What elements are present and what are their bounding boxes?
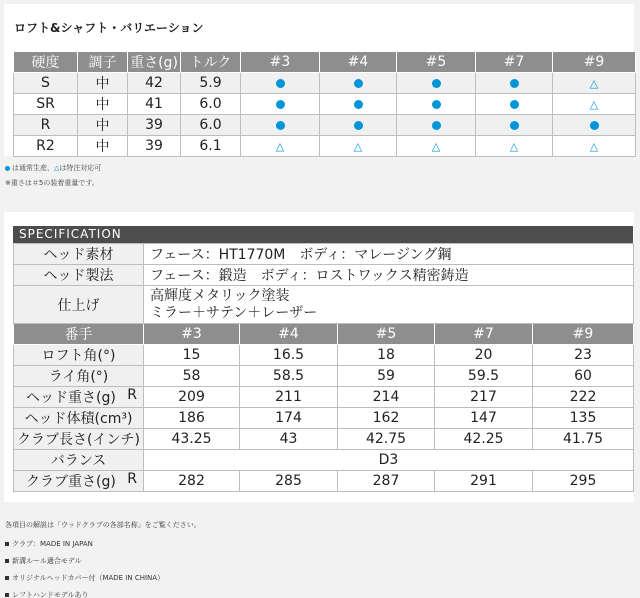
variation-availability-cell (397, 115, 476, 136)
spec-value-row (14, 366, 634, 387)
variation-torque-cell: 6.0 (181, 115, 241, 136)
variation-availability-cell (553, 136, 636, 157)
variation-weight-cell: 39 (128, 136, 181, 157)
variation-row (14, 136, 636, 157)
number-5: #5 (338, 324, 435, 345)
method-value: フェース：鍛造 ボディ：ロストワックス精密鋳造 (144, 265, 634, 286)
spec-value-cell: 222 (533, 387, 634, 408)
footer-item-text: 新溝ルール適合モデル (12, 557, 82, 565)
header-flex: 硬度 (14, 52, 78, 73)
standard-dot-icon (354, 121, 363, 130)
variation-availability-cell (241, 115, 320, 136)
number-9: #9 (533, 324, 634, 345)
variation-availability-cell (476, 94, 553, 115)
number-3: #3 (144, 324, 240, 345)
standard-dot-icon (276, 79, 285, 88)
bullet-square-icon (5, 593, 9, 597)
spec-value-cell: 42.25 (435, 429, 533, 450)
spec-value-cell: 43.25 (144, 429, 240, 450)
spec-balance-row (14, 450, 634, 471)
spec-value-cell: 214 (338, 387, 435, 408)
variation-flex-cell: R (14, 115, 78, 136)
variation-flex-cell: R2 (14, 136, 78, 157)
variation-availability-cell (476, 136, 553, 157)
spec-row-label-flex: R (127, 387, 137, 403)
standard-dot-icon (276, 100, 285, 109)
custom-order-triangle-icon: △ (509, 140, 519, 153)
header-torque: トルク (181, 52, 241, 73)
spec-value-cell: 291 (435, 471, 533, 492)
variation-availability-cell (320, 115, 397, 136)
spec-finish-row (14, 286, 634, 324)
variation-availability-cell (397, 136, 476, 157)
bullet-square-icon (5, 576, 9, 580)
material-label: ヘッド素材 (14, 244, 144, 265)
spec-value-cell: 16.5 (240, 345, 338, 366)
variation-kick-cell: 中 (78, 73, 128, 94)
variation-weight-cell: 41 (128, 94, 181, 115)
variation-title: ロフト&シャフト・バリエーション (14, 21, 204, 35)
spec-value-row (14, 471, 634, 492)
variation-kick-cell: 中 (78, 115, 128, 136)
spec-value-cell: 162 (338, 408, 435, 429)
variation-torque-cell: 6.1 (181, 136, 241, 157)
spec-value-cell: 217 (435, 387, 533, 408)
number-7: #7 (435, 324, 533, 345)
header-kick: 調子 (78, 52, 128, 73)
standard-dot-icon (510, 79, 519, 88)
footer-item (5, 573, 164, 583)
variation-availability-cell (397, 73, 476, 94)
spec-value-cell: 174 (240, 408, 338, 429)
standard-dot-icon (432, 79, 441, 88)
spec-row-label: クラブ長さ(インチ) (14, 429, 144, 450)
spec-row-label (14, 387, 144, 408)
header-5: #5 (397, 52, 476, 73)
legend-tri-text: は特注対応可 (59, 164, 102, 172)
spec-material-row (14, 244, 634, 265)
footer-item-text: クラブ：MADE IN JAPAN (12, 540, 93, 548)
variation-weight-cell: 42 (128, 73, 181, 94)
variation-panel (4, 4, 634, 156)
variation-table (13, 51, 636, 157)
variation-row (14, 115, 636, 136)
variation-row (14, 94, 636, 115)
footer-item (5, 590, 89, 598)
balance-value: D3 (144, 450, 634, 471)
spec-value-cell: 42.75 (338, 429, 435, 450)
spec-row-label: ライ角(°) (14, 366, 144, 387)
standard-dot-icon (510, 121, 519, 130)
spec-header: SPECIFICATION (13, 226, 633, 243)
legend-triangle-icon: △ (54, 164, 60, 172)
balance-label: バランス (14, 450, 144, 471)
method-label: ヘッド製法 (14, 265, 144, 286)
finish-value-line-1: 高輝度メタリック塗装 (150, 287, 290, 304)
standard-dot-icon (354, 100, 363, 109)
spec-value-cell: 23 (533, 345, 634, 366)
variation-availability-cell (320, 94, 397, 115)
variation-row (14, 73, 636, 94)
spec-value-cell: 147 (435, 408, 533, 429)
variation-availability-cell (397, 94, 476, 115)
spec-number-row (14, 324, 634, 345)
standard-dot-icon (432, 100, 441, 109)
variation-kick-cell: 中 (78, 94, 128, 115)
variation-header-row (14, 52, 636, 73)
variation-torque-cell: 6.0 (181, 94, 241, 115)
footer-intro: 各項目の解説は「ウッドクラブの各部名称」をご覧ください。 (5, 521, 201, 529)
variation-weight-cell: 39 (128, 115, 181, 136)
spec-value-cell: 43 (240, 429, 338, 450)
standard-dot-icon (590, 121, 599, 130)
spec-value-row (14, 429, 634, 450)
spec-value-cell: 186 (144, 408, 240, 429)
standard-dot-icon (432, 121, 441, 130)
spec-value-cell: 209 (144, 387, 240, 408)
spec-value-cell: 135 (533, 408, 634, 429)
bullet-square-icon (5, 542, 9, 546)
custom-order-triangle-icon: △ (353, 140, 363, 153)
spec-row-label: ヘッド体積(cm³) (14, 408, 144, 429)
spec-value-cell: 282 (144, 471, 240, 492)
spec-row-label-text: クラブ重さ(g) (26, 474, 116, 490)
spec-value-cell: 211 (240, 387, 338, 408)
header-7: #7 (476, 52, 553, 73)
footer-item-text: オリジナルヘッドカバー付（MADE IN CHINA） (12, 574, 165, 582)
spec-row-label (14, 471, 144, 492)
variation-availability-cell (553, 115, 636, 136)
spec-value-cell: 20 (435, 345, 533, 366)
footer-item-text: レフトハンドモデルあり (12, 591, 89, 598)
standard-dot-icon (510, 100, 519, 109)
variation-flex-cell: SR (14, 94, 78, 115)
variation-availability-cell (241, 136, 320, 157)
variation-availability-cell (320, 136, 397, 157)
number-label: 番手 (14, 324, 144, 345)
custom-order-triangle-icon: △ (589, 140, 599, 153)
variation-availability-cell (553, 94, 636, 115)
footer-item (5, 556, 82, 566)
footer-item (5, 539, 93, 549)
spec-value-cell: 287 (338, 471, 435, 492)
custom-order-triangle-icon: △ (431, 140, 441, 153)
spec-row-label-flex: R (127, 471, 137, 487)
custom-order-triangle-icon: △ (589, 98, 599, 111)
legend-dot-icon (5, 166, 10, 171)
variation-availability-cell (320, 73, 397, 94)
weight-note: ※重さは＃5の装着重量です。 (5, 179, 99, 187)
spec-method-row (14, 265, 634, 286)
variation-availability-cell (476, 115, 553, 136)
variation-availability-cell (241, 94, 320, 115)
variation-availability-cell (241, 73, 320, 94)
spec-value-cell: 58.5 (240, 366, 338, 387)
variation-availability-cell (553, 73, 636, 94)
variation-torque-cell: 5.9 (181, 73, 241, 94)
standard-dot-icon (276, 121, 285, 130)
variation-availability-cell (476, 73, 553, 94)
spec-value-cell: 18 (338, 345, 435, 366)
spec-value-cell: 59 (338, 366, 435, 387)
spec-table (13, 243, 634, 492)
spec-row-label-text: ヘッド重さ(g) (26, 390, 116, 406)
spec-value-cell: 60 (533, 366, 634, 387)
header-9: #9 (553, 52, 636, 73)
spec-value-cell: 41.75 (533, 429, 634, 450)
spec-value-row (14, 387, 634, 408)
spec-value-cell: 15 (144, 345, 240, 366)
material-value: フェース：HT1770M ボディ：マレージング鋼 (144, 244, 634, 265)
spec-value-row (14, 345, 634, 366)
number-4: #4 (240, 324, 338, 345)
custom-order-triangle-icon: △ (275, 140, 285, 153)
spec-panel (4, 212, 634, 502)
custom-order-triangle-icon: △ (589, 77, 599, 90)
variation-flex-cell: S (14, 73, 78, 94)
spec-value-row (14, 408, 634, 429)
spec-value-cell: 59.5 (435, 366, 533, 387)
spec-value-cell: 58 (144, 366, 240, 387)
standard-dot-icon (354, 79, 363, 88)
spec-value-cell: 285 (240, 471, 338, 492)
legend-note (5, 163, 101, 173)
spec-value-cell: 295 (533, 471, 634, 492)
bullet-square-icon (5, 559, 9, 563)
spec-row-label: ロフト角(°) (14, 345, 144, 366)
header-4: #4 (320, 52, 397, 73)
legend-dot-text: は通常生産、 (12, 164, 54, 172)
header-3: #3 (241, 52, 320, 73)
header-weight: 重さ(g) (128, 52, 181, 73)
finish-value (144, 286, 634, 324)
finish-label: 仕上げ (14, 286, 144, 324)
variation-kick-cell: 中 (78, 136, 128, 157)
finish-value-line-2: ミラー＋サテン＋レーザー (150, 304, 318, 321)
